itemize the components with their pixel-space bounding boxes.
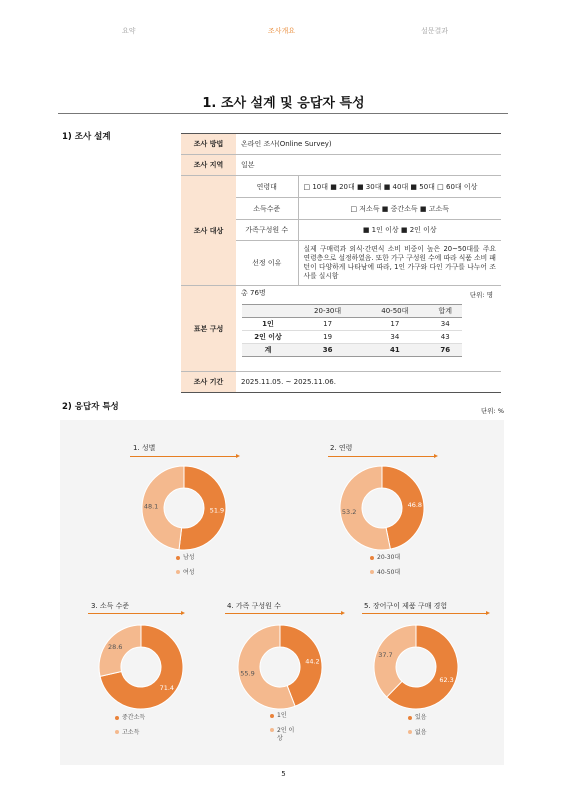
- target-label: 조사 대상: [181, 176, 236, 286]
- reason-label: 선정 이유: [236, 241, 298, 286]
- sample-cell: 17: [361, 318, 428, 331]
- household-value: ■ 1인 이상 ■ 2인 이상: [298, 220, 501, 241]
- donut-chart-income: [93, 619, 189, 715]
- chart-title-arrow: [362, 613, 488, 614]
- chart-title-age: 2. 연령: [330, 444, 353, 452]
- donut-data-label: 44.2: [305, 657, 320, 666]
- donut-data-label: 37.7: [378, 651, 393, 660]
- region-value: 일본: [236, 155, 501, 176]
- sample-cell: 34: [361, 331, 428, 344]
- sample-table: [242, 304, 462, 357]
- donut-data-label: 28.6: [107, 642, 123, 651]
- age-value: □ 10대 ■ 20대 ■ 30대 ■ 40대 ■ 50대 □ 60대 이상: [298, 176, 501, 198]
- legend-item: [176, 554, 195, 562]
- legend-item: [270, 727, 298, 743]
- sample-header-cell: 합계: [428, 305, 462, 318]
- legend-item: [408, 729, 427, 737]
- donut-data-label: 53.2: [341, 507, 357, 516]
- legend-label: 1인: [277, 712, 287, 719]
- legend-swatch: [270, 728, 274, 732]
- legend-label: 있음: [415, 714, 427, 721]
- sample-cell: 17: [294, 318, 361, 331]
- donut-data-label: 71.4: [159, 684, 175, 693]
- chart-title-purchase: 5. 장어구이 제품 구매 경험: [364, 602, 448, 610]
- household-label: 가족구성원 수: [236, 220, 298, 241]
- legend-label: 2인 이상: [277, 726, 295, 742]
- legend-label: 20-30대: [377, 554, 401, 561]
- legend-item: [115, 729, 145, 737]
- top-nav: [0, 26, 567, 38]
- donut-data-label: 46.8: [407, 501, 423, 510]
- table-row: [242, 318, 462, 331]
- chart-title-arrow: [130, 456, 238, 457]
- chart-title-household: 4. 가족 구성원 수: [227, 602, 281, 610]
- income-value: □ 저소득 ■ 중간소득 ■ 고소득: [298, 198, 501, 220]
- survey-design-table: [181, 133, 501, 393]
- sample-total: 총 76명: [241, 289, 266, 297]
- legend-swatch: [115, 730, 119, 734]
- sample-header-cell: [242, 305, 294, 318]
- legend-label: 고소득: [122, 728, 140, 736]
- legend-label: 남성: [183, 554, 195, 561]
- chart-title-gender: 1. 성별: [133, 444, 156, 452]
- sample-cell: 41: [361, 344, 428, 357]
- legend-gender: [176, 554, 195, 584]
- sample-row-label: 계: [242, 344, 294, 357]
- sample-cell: 34: [428, 318, 462, 331]
- sample-label: 표본 구성: [181, 286, 236, 372]
- legend-household: [270, 712, 298, 749]
- section-heading-design: 1) 조사 설계: [62, 132, 111, 142]
- legend-item: [408, 714, 427, 722]
- donut-chart-age: [334, 460, 430, 556]
- table-row: [242, 331, 462, 344]
- region-label: 조사 지역: [181, 155, 236, 176]
- income-label: 소득수준: [236, 198, 298, 220]
- nav-item-summary[interactable]: 요약: [122, 27, 136, 35]
- table-row-total: [242, 344, 462, 357]
- chart-title-arrow: [88, 613, 183, 614]
- donut-data-label: 48.1: [143, 502, 159, 511]
- nav-item-results[interactable]: 설문결과: [421, 27, 449, 35]
- legend-item: [370, 554, 400, 562]
- donut-data-label: 62.3: [439, 675, 454, 684]
- legend-swatch: [370, 556, 374, 560]
- legend-swatch: [408, 716, 412, 720]
- page-number: 5: [281, 770, 286, 778]
- legend-swatch: [270, 714, 274, 718]
- legend-swatch: [370, 570, 374, 574]
- legend-swatch: [176, 570, 180, 574]
- period-label: 조사 기간: [181, 372, 236, 393]
- method-value: 온라인 조사(Online Survey): [236, 134, 501, 155]
- respondent-charts-panel: [60, 420, 504, 765]
- chart-title-arrow: [328, 456, 436, 457]
- donut-data-label: 55.9: [240, 669, 255, 678]
- chart-title-income: 3. 소득 수준: [91, 602, 130, 610]
- legend-label: 없음: [415, 728, 427, 736]
- legend-purchase: [408, 714, 427, 744]
- donut-chart-purchase: [368, 619, 464, 715]
- legend-label: 중간소득: [122, 714, 146, 721]
- section-heading-respondents: 2) 응답자 특성: [62, 402, 119, 412]
- legend-swatch: [176, 556, 180, 560]
- percent-unit: 단위: %: [481, 407, 504, 415]
- sample-row-label: 2인 이상: [242, 331, 294, 344]
- method-label: 조사 방법: [181, 134, 236, 155]
- legend-item: [176, 569, 195, 577]
- chart-title-arrow: [225, 613, 343, 614]
- sample-cell: 19: [294, 331, 361, 344]
- sample-cell: 43: [428, 331, 462, 344]
- page-title: 1. 조사 설계 및 응답자 특성: [202, 96, 365, 111]
- legend-income: [115, 714, 145, 744]
- sample-header-cell: 20-30대: [294, 305, 361, 318]
- title-divider: [58, 113, 508, 114]
- sample-unit: 단위: 명: [469, 291, 493, 299]
- legend-label: 여성: [183, 568, 195, 576]
- period-value: 2025.11.05. ~ 2025.11.06.: [236, 372, 501, 393]
- legend-item: [115, 714, 145, 722]
- sample-cell: 36: [294, 344, 361, 357]
- sample-row-label: 1인: [242, 318, 294, 331]
- legend-label: 40-50대: [377, 568, 401, 576]
- legend-item: [270, 712, 298, 720]
- reason-value: 실제 구매력과 외식·간편식 소비 비중이 높은 20~50대를 주요 연령층으로 설정하였음. 또한 가구 구성원 수에 따라 식품 소비 패턴이 다양하게 나타남에 따라, 1인 가구와 다인 가구를 나누어 조사를 실시함: [298, 241, 501, 286]
- legend-swatch: [115, 716, 119, 720]
- donut-chart-gender: [136, 460, 232, 556]
- donut-data-label: 51.9: [209, 506, 225, 515]
- sample-header-cell: 40-50대: [361, 305, 428, 318]
- legend-age: [370, 554, 400, 584]
- legend-swatch: [408, 730, 412, 734]
- age-label: 연령대: [236, 176, 298, 198]
- sample-cell: 76: [428, 344, 462, 357]
- nav-item-overview[interactable]: 조사개요: [268, 27, 296, 35]
- donut-chart-household: [232, 619, 328, 715]
- legend-item: [370, 569, 400, 577]
